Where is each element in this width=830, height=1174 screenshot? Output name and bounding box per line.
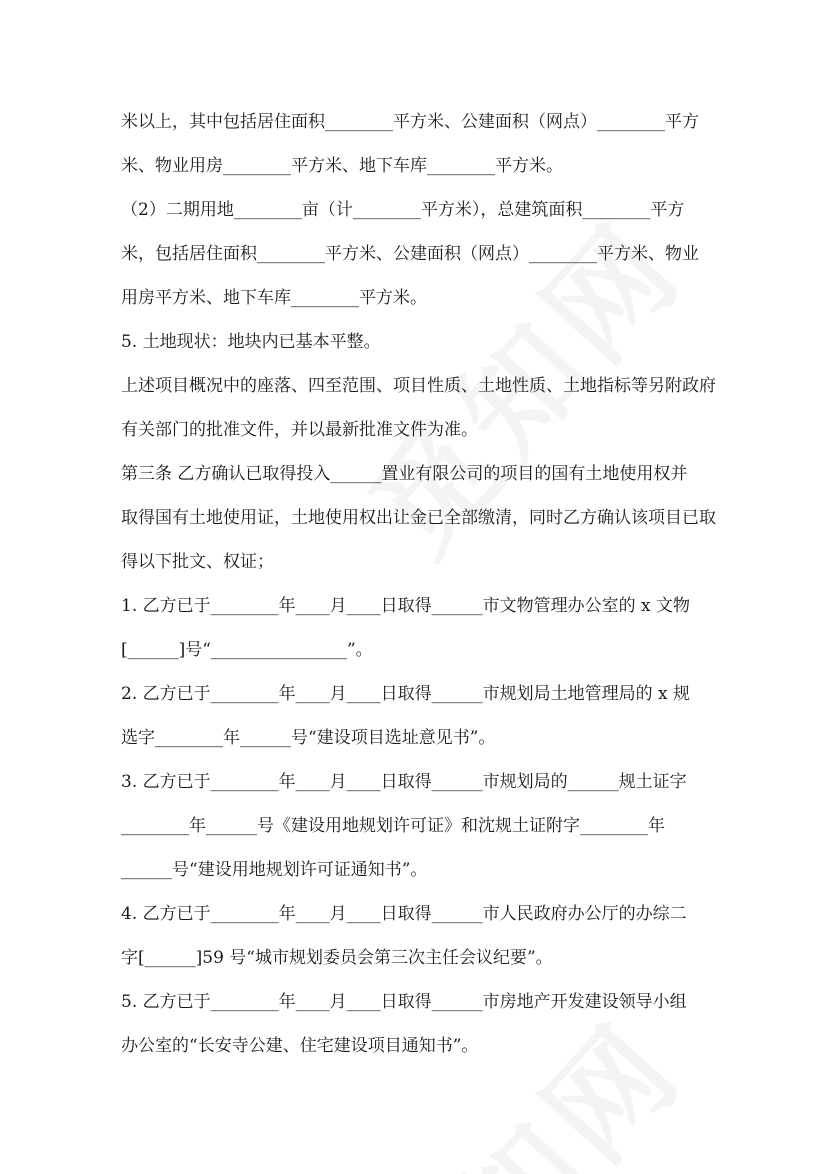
text-line: 3. 乙方已于________年____月____日取得______市规划局的______规土证字 bbox=[121, 772, 687, 792]
text-line: 5. 土地现状：地块内已基本平整。 bbox=[121, 332, 381, 352]
text-line: 5. 乙方已于________年____月____日取得______市房地产开发建设领导小组 bbox=[121, 992, 687, 1012]
text-line: 米，包括居住面积________平方米、公建面积（网点）________平方米、物业 bbox=[121, 244, 699, 264]
text-line: 办公室的“长安寺公建、住宅建设项目通知书”。 bbox=[121, 1036, 479, 1056]
text-line: 2. 乙方已于________年____月____日取得______市规划局土地管理局的 x 规 bbox=[121, 684, 691, 704]
text-line: 得以下批文、权证； bbox=[121, 552, 274, 572]
text-line: ______号“建设用地规划许可证通知书”。 bbox=[121, 860, 428, 880]
text-line: 取得国有土地使用证，土地使用权出让金已全部缴清，同时乙方确认该项目已取 bbox=[121, 508, 716, 528]
text-line: 1. 乙方已于________年____月____日取得______市文物管理办公室的 x 文物 bbox=[121, 596, 691, 616]
text-line: 米以上，其中包括居住面积________平方米、公建面积（网点）________平方 bbox=[121, 112, 699, 132]
text-line: [______]号“________________”。 bbox=[121, 640, 373, 660]
text-line: 用房平方米、地下车库________平方米。 bbox=[121, 288, 427, 308]
text-line: （2）二期用地________亩（计________平方米），总建筑面积________平方 bbox=[121, 200, 685, 220]
document-body bbox=[121, 100, 716, 1068]
text-line: 上述项目概况中的座落、四至范围、项目性质、土地性质、土地指标等另附政府 bbox=[121, 376, 716, 396]
text-line: 第三条 乙方确认已取得投入______置业有限公司的项目的国有土地使用权并 bbox=[121, 464, 688, 484]
text-line: 有关部门的批准文件，并以最新批准文件为准。 bbox=[121, 420, 478, 440]
text-line: 字[______]59 号“城市规划委员会第三次主任会议纪要”。 bbox=[121, 948, 553, 968]
text-line: 4. 乙方已于________年____月____日取得______市人民政府办公厅的办综二 bbox=[121, 904, 687, 924]
text-line: 选字________年______号“建设项目选址意见书”。 bbox=[121, 728, 496, 748]
text-line: ________年______号《建设用地规划许可证》和沈规土证附字________年 bbox=[121, 816, 665, 836]
text-line: 米、物业用房________平方米、地下车库________平方米。 bbox=[121, 156, 563, 176]
